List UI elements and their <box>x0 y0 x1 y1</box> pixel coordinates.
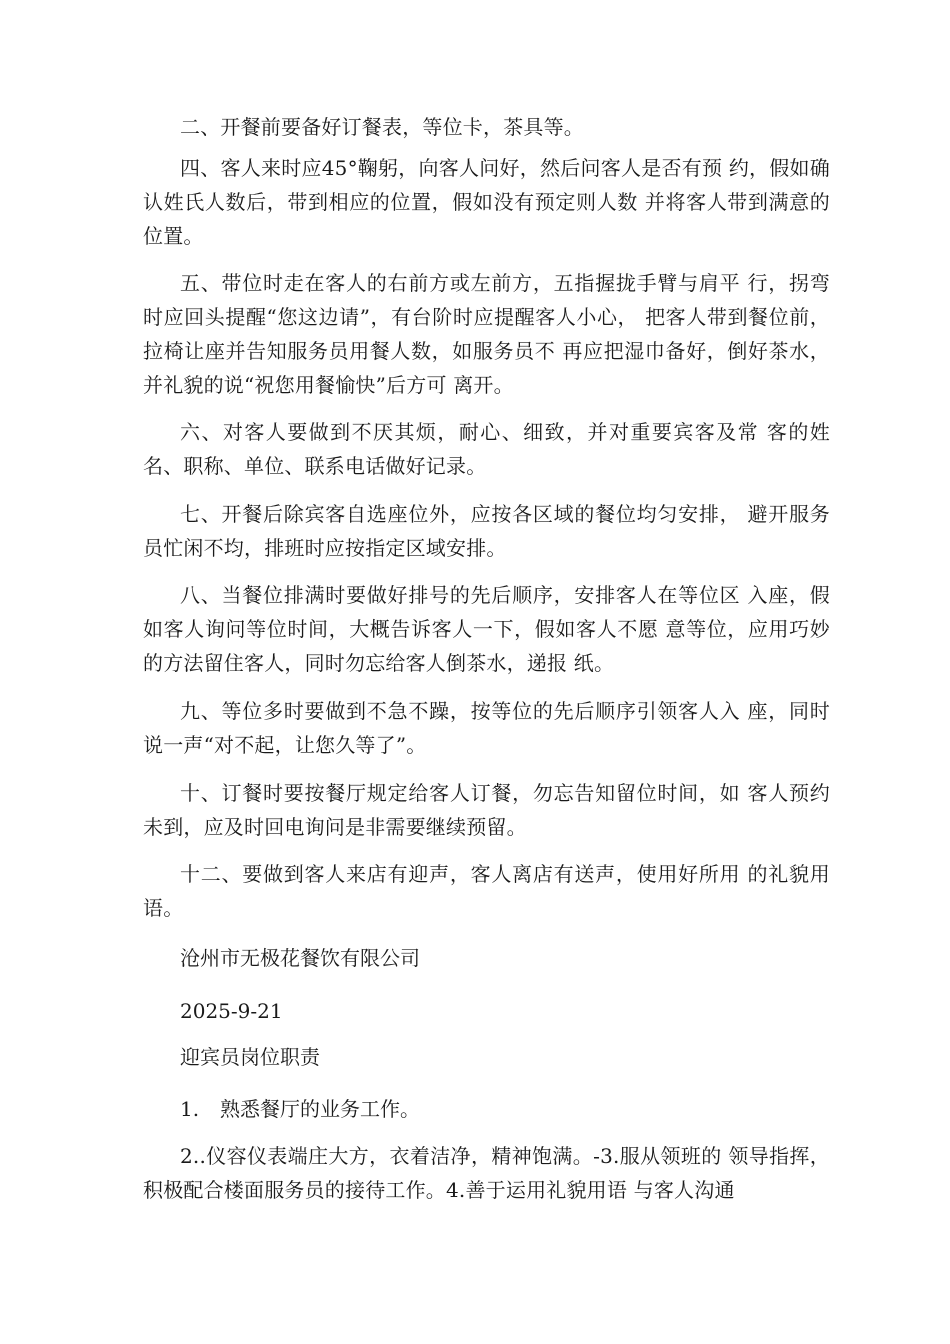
section-title: 迎宾员岗位职责 <box>180 1045 320 1069</box>
paragraph-10: 十、订餐时要按餐厅规定给客人订餐，勿忘告知留位时间，如 客人预约未到，应及时回电询问是非需要继续预留。 <box>143 781 830 839</box>
paragraph-9: 九、等位多时要做到不急不躁，按等位的先后顺序引领客人入 座，同时说一声“对不起，让您久等了”。 <box>143 699 830 757</box>
list-item-number: 1. <box>180 1097 200 1121</box>
paragraph-5: 五、带位时走在客人的右前方或左前方，五指握拢手臂与肩平 行，拐弯时应回头提醒“您这边请”，有台阶时应提醒客人小心， 把客人带到餐位前，拉椅让座并告知服务员用餐人数，如服务员不 再应把湿巾备好，倒好茶水，并礼貌的说“祝您用餐愉快”后方可 离开。 <box>143 271 830 397</box>
paragraph-12: 十二、要做到客人来店有迎声，客人离店有送声，使用好所用 的礼貌用语。 <box>143 862 830 920</box>
paragraph-4: 四、客人来时应45°鞠躬，向客人问好，然后问客人是否有预 约，假如确认姓氏人数后，带到相应的位置，假如没有预定则人数 并将客人带到满意的位置。 <box>143 156 830 248</box>
paragraph-6: 六、对客人要做到不厌其烦，耐心、细致，并对重要宾客及常 客的姓名、职称、单位、联系电话做好记录。 <box>143 420 830 478</box>
paragraph-2: 二、开餐前要备好订餐表，等位卡，茶具等。 <box>180 115 584 139</box>
list-item <box>180 1092 420 1126</box>
document-date: 2025-9-21 <box>180 999 283 1023</box>
company-name: 沧州市无极花餐饮有限公司 <box>180 946 420 970</box>
paragraph-7: 七、开餐后除宾客自选座位外，应按各区域的餐位均匀安排， 避开服务员忙闲不均，排班时应按指定区域安排。 <box>143 502 830 560</box>
paragraph-8: 八、当餐位排满时要做好排号的先后顺序，安排客人在等位区 入座，假如客人询问等位时间，大概告诉客人一下，假如客人不愿 意等位，应用巧妙的方法留住客人，同时勿忘给客人倒茶水，递报 纸。 <box>143 583 830 675</box>
paragraph-duties: 2..仪容仪表端庄大方，衣着洁净，精神饱满。-3.服从领班的 领导指挥，积极配合楼面服务员的接待工作。4.善于运用礼貌用语 与客人沟通 <box>143 1144 830 1202</box>
list-item-text: 熟悉餐厅的业务工作。 <box>220 1097 420 1121</box>
